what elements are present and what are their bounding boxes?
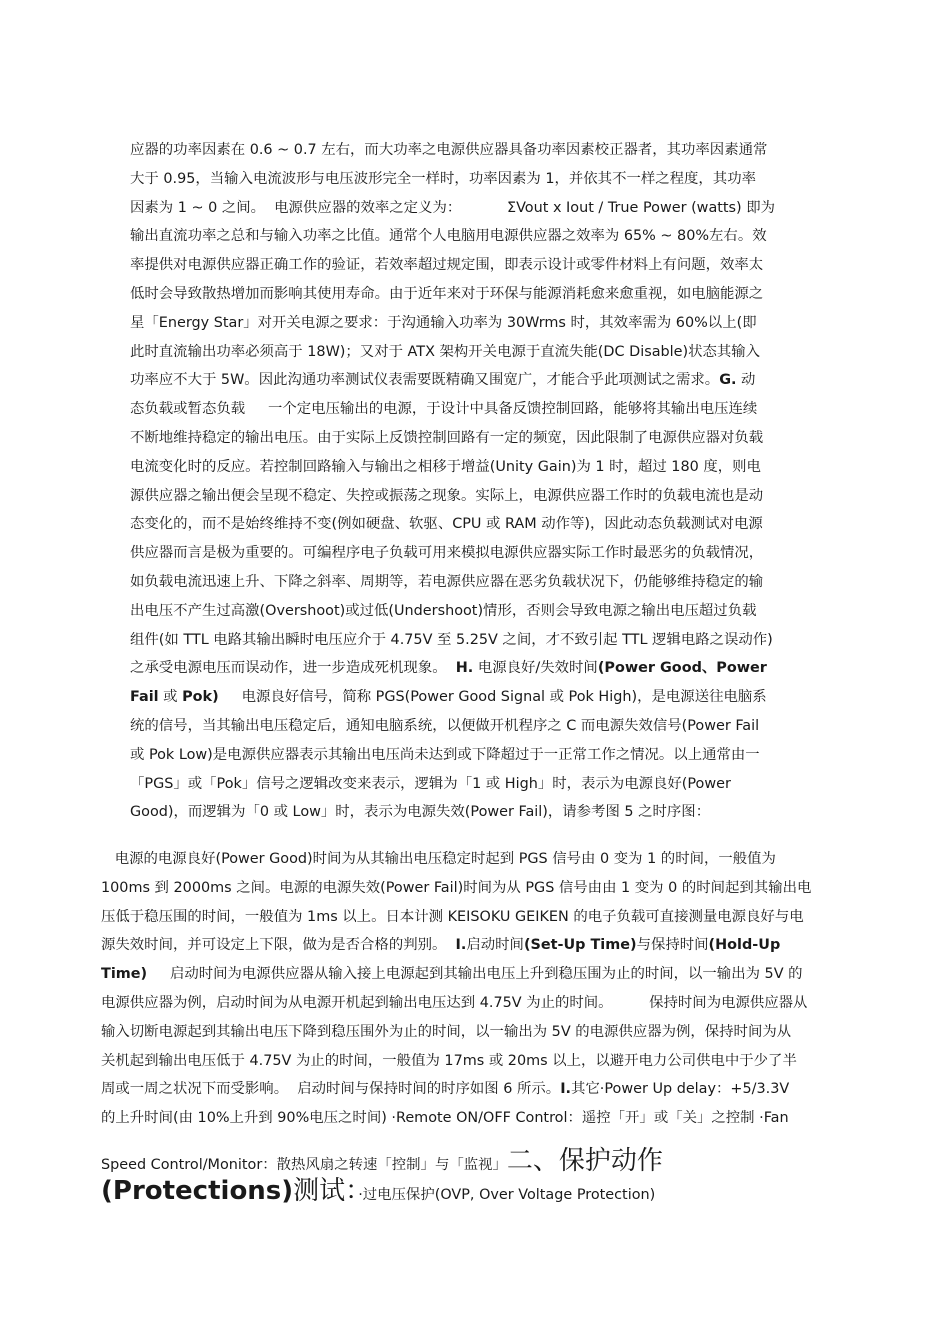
text-line: 低时会导致散热增加而影响其使用寿命。由于近年来对于环保与能源消耗愈来愈重视，如电脑能源之 bbox=[130, 285, 764, 302]
section-marker-i-other: I. bbox=[560, 1081, 572, 1098]
text-line: 之承受电源电压而误动作，进一步造成死机现象。 H. 电源良好/失效时间(Power Good、Power bbox=[130, 660, 767, 677]
heading-power-fail: Power bbox=[716, 660, 767, 677]
text-line: Time) 启动时间为电源供应器从输入接上电源起到其输出电压上升到稳压围为止的时间，以一输出为 5V 的 bbox=[101, 966, 803, 983]
text-line: Good)，而逻辑为「0 或 Low」时，表示为电源失效(Power Fail)，请参考图 5 之时序图： bbox=[130, 804, 711, 821]
paragraph-power-factor-efficiency bbox=[130, 136, 840, 827]
text-line: 不断地维持稳定的输出电压。由于实际上反馈控制回路有一定的频宽，因此限制了电源供应器对负载 bbox=[130, 429, 764, 446]
heading-time: Time) bbox=[101, 966, 148, 983]
text-line: 压低于稳压围的时间，一般值为 1ms 以上。日本计测 KEISOKU GEIKEN 的电子负载可直接测量电源良好与电 bbox=[101, 908, 804, 925]
text-line: Speed Control/Monitor：散热风扇之转速「控制」与「监视」二、保护动作 bbox=[101, 1145, 663, 1176]
paragraph-power-good-timing bbox=[101, 845, 881, 1206]
text-line: 组件(如 TTL 电路其输出瞬时电压应介于 4.75V 至 5.25V 之间，才不致引起 TTL 逻辑电路之误动作) bbox=[130, 631, 773, 648]
text-line: 供应器而言是极为重要的。可编程序电子负载可用来模拟电源供应器实际工作时最恶劣的负载情况， bbox=[130, 545, 764, 562]
heading-setup-time: (Set-Up Time) bbox=[523, 937, 637, 954]
text-line: 的上升时间(由 10%上升到 90%电压之时间) ·Remote ON/OFF Control：遥控「开」或「关」之控制 ·Fan bbox=[101, 1110, 789, 1127]
text-line: 星「Energy Star」对开关电源之要求：于沟通输入功率为 30Wrms 时，其效率需为 60%以上(即 bbox=[130, 314, 757, 331]
text-line: 功率应不大于 5W。因此沟通功率测试仪表需要既精确又围宽广，才能合乎此项测试之需求。G. 动 bbox=[130, 372, 756, 389]
section-heading-test: 测试： bbox=[293, 1175, 359, 1206]
text-line: 态变化的，而不是始终维持不变(例如硬盘、软驱、CPU 或 RAM 动作等)，因此动态负载测试对电源 bbox=[130, 516, 763, 533]
text-line: 输出直流功率之总和与输入功率之比值。通常个人电脑用电源供应器之效率为 65% ~ 80%左右。效 bbox=[130, 228, 767, 245]
text-line: 态负载或暂态负载 一个定电压输出的电源，于设计中具备反馈控制回路，能够将其输出电压连续 bbox=[130, 401, 758, 418]
text-line: 电源供应器为例，启动时间为从电源开机起到输出电压达到 4.75V 为止的时间。 保持时间为电源供应器从 bbox=[101, 994, 808, 1011]
text-line: 率提供对电源供应器正确工作的验证，若效率超过规定围，即表示设计或零件材料上有问题，效率太 bbox=[130, 257, 764, 274]
section-heading-protections: 二、保护动作 bbox=[506, 1145, 663, 1176]
text-line: (Protections)测试：·过电压保护(OVP, Over Voltage Protection) bbox=[101, 1175, 656, 1206]
heading-hold-up: (Hold-Up bbox=[708, 937, 781, 954]
section-marker-g: G. bbox=[719, 372, 737, 389]
text-line: 电源的电源良好(Power Good)时间为从其输出电压稳定时起到 PGS 信号由 0 变为 1 的时间，一般值为 bbox=[101, 851, 776, 867]
text-line: 源失效时间，并可设定上下限，做为是否合格的判别。 I.启动时间(Set-Up Time)与保持时间(Hold-Up bbox=[101, 937, 781, 954]
text-line: 出电压不产生过高激(Overshoot)或过低(Undershoot)情形，否则会导致电源之输出电压超过负载 bbox=[130, 602, 757, 619]
text-line: 大于 0.95，当输入电流波形与电压波形完全一样时，功率因素为 1，并依其不一样之程度，其功率 bbox=[130, 170, 756, 187]
text-line: 电流变化时的反应。若控制回路输入与输出之相移于增益(Unity Gain)为 1 时，超过 180 度，则电 bbox=[130, 458, 761, 475]
text-line: 或 Pok Low)是电源供应器表示其输出电压尚未达到或下降超过于一正常工作之情况。以上通常由一 bbox=[130, 746, 760, 763]
text-line: 此时直流输出功率必须高于 18W)；又对于 ATX 架构开关电源于直流失能(DC Disable)状态其输入 bbox=[130, 343, 761, 360]
heading-pok: Pok) bbox=[182, 689, 219, 706]
separator: 、 bbox=[701, 660, 717, 677]
section-marker-i: I. bbox=[455, 937, 467, 954]
section-marker-h: H. bbox=[455, 660, 474, 677]
text-line: 「PGS」或「Pok」信号之逻辑改变来表示，逻辑为「1 或 High」时，表示为电源良好(Power bbox=[130, 775, 731, 792]
section-heading-protections-en: (Protections) bbox=[101, 1175, 294, 1206]
text-line: 周或一周之状况下而受影响。 启动时间与保持时间的时序如图 6 所示。I.其它·Power Up delay：+5/3.3V bbox=[101, 1081, 790, 1098]
text-line: 源供应器之输出便会呈现不稳定、失控或振荡之现象。实际上，电源供应器工作时的负载电流也是动 bbox=[130, 487, 764, 504]
text-line: 因素为 1 ~ 0 之间。 电源供应器的效率之定义为： ΣVout x Iout / True Power (watts) 即为 bbox=[130, 199, 776, 216]
text-line: 应器的功率因素在 0.6 ~ 0.7 左右，而大功率之电源供应器具备功率因素校正器者，其功率因素通常 bbox=[130, 142, 768, 158]
heading-power-good: (Power Good bbox=[597, 660, 702, 677]
text-line: 输入切断电源起到其输出电压下降到稳压围外为止的时间，以一输出为 5V 的电源供应器为例，保持时间为从 bbox=[101, 1023, 792, 1040]
text-line: 关机起到输出电压低于 4.75V 为止的时间，一般值为 17ms 或 20ms 以上，以避开电力公司供电中于少了半 bbox=[101, 1052, 797, 1069]
text-line: 如负载电流迅速上升、下降之斜率、周期等，若电源供应器在恶劣负载状况下，仍能够维持稳定的输 bbox=[130, 573, 764, 590]
text-line: Fail 或 Pok) 电源良好信号，简称 PGS(Power Good Signal 或 Pok High)，是电源送往电脑系 bbox=[130, 689, 767, 706]
text-line: 统的信号，当其输出电压稳定后，通知电脑系统，以便做开机程序之 C 而电源失效信号(Power Fail bbox=[130, 717, 760, 734]
heading-fail: Fail bbox=[130, 689, 159, 706]
text-line: 100ms 到 2000ms 之间。电源的电源失效(Power Fail)时间为从 PGS 信号由由 1 变为 0 的时间起到其输出电 bbox=[101, 879, 812, 896]
